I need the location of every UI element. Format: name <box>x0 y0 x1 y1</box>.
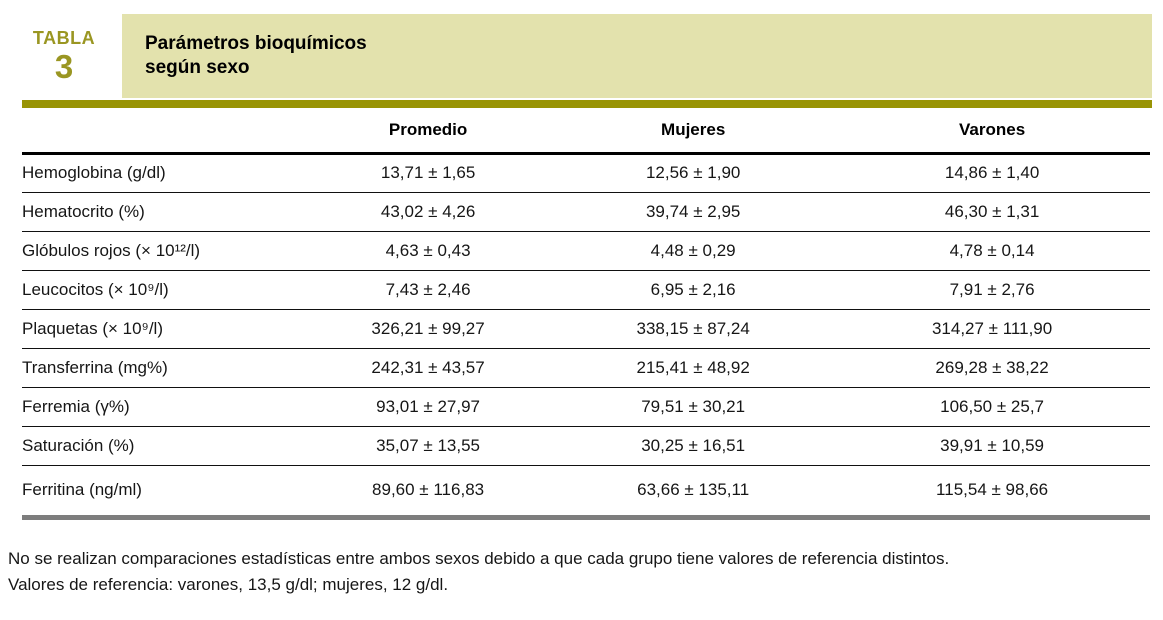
table-title-line1: Parámetros bioquímicos <box>145 33 367 54</box>
column-header-promedio: Promedio <box>304 108 552 153</box>
row-label: Ferremia (γ%) <box>22 387 304 426</box>
cell-promedio: 242,31 ± 43,57 <box>304 348 552 387</box>
cell-varones: 46,30 ± 1,31 <box>834 192 1150 231</box>
table-title-panel <box>122 14 1152 98</box>
cell-varones: 14,86 ± 1,40 <box>834 153 1150 192</box>
cell-promedio: 35,07 ± 13,55 <box>304 426 552 465</box>
cell-varones: 4,78 ± 0,14 <box>834 231 1150 270</box>
cell-mujeres: 79,51 ± 30,21 <box>552 387 834 426</box>
footnote-line1: No se realizan comparaciones estadísticas entre ambos sexos debido a que cada grupo tiene valores de referencia distintos. <box>8 549 950 568</box>
cell-varones: 7,91 ± 2,76 <box>834 270 1150 309</box>
cell-promedio: 89,60 ± 116,83 <box>304 465 552 517</box>
table-row <box>22 465 1150 517</box>
cell-varones: 314,27 ± 111,90 <box>834 309 1150 348</box>
row-label: Hemoglobina (g/dl) <box>22 153 304 192</box>
cell-varones: 106,50 ± 25,7 <box>834 387 1150 426</box>
table-label-badge <box>28 28 100 84</box>
row-label: Saturación (%) <box>22 426 304 465</box>
table-row <box>22 387 1150 426</box>
table-row <box>22 426 1150 465</box>
row-label: Ferritina (ng/ml) <box>22 465 304 517</box>
cell-mujeres: 338,15 ± 87,24 <box>552 309 834 348</box>
cell-varones: 115,54 ± 98,66 <box>834 465 1150 517</box>
cell-mujeres: 215,41 ± 48,92 <box>552 348 834 387</box>
table-row <box>22 270 1150 309</box>
table-row <box>22 231 1150 270</box>
corner-cell <box>22 108 304 153</box>
cell-promedio: 7,43 ± 2,46 <box>304 270 552 309</box>
cell-promedio: 13,71 ± 1,65 <box>304 153 552 192</box>
footnote-line2: Valores de referencia: varones, 13,5 g/dl; mujeres, 12 g/dl. <box>8 575 449 594</box>
row-label: Plaquetas (× 10⁹/l) <box>22 309 304 348</box>
table-row <box>22 348 1150 387</box>
row-label: Transferrina (mg%) <box>22 348 304 387</box>
column-header-row <box>22 108 1150 153</box>
row-label: Hematocrito (%) <box>22 192 304 231</box>
cell-promedio: 43,02 ± 4,26 <box>304 192 552 231</box>
table-row <box>22 192 1150 231</box>
cell-mujeres: 4,48 ± 0,29 <box>552 231 834 270</box>
column-header-varones: Varones <box>834 108 1150 153</box>
table-row <box>22 309 1150 348</box>
cell-promedio: 4,63 ± 0,43 <box>304 231 552 270</box>
column-header-mujeres: Mujeres <box>552 108 834 153</box>
cell-promedio: 93,01 ± 27,97 <box>304 387 552 426</box>
cell-mujeres: 63,66 ± 135,11 <box>552 465 834 517</box>
cell-mujeres: 12,56 ± 1,90 <box>552 153 834 192</box>
table-label-number: 3 <box>54 48 74 85</box>
cell-mujeres: 6,95 ± 2,16 <box>552 270 834 309</box>
row-label: Glóbulos rojos (× 10¹²/l) <box>22 231 304 270</box>
cell-varones: 269,28 ± 38,22 <box>834 348 1150 387</box>
header-rule-divider <box>22 100 1152 108</box>
data-table <box>22 108 1150 520</box>
table-label-word: TABLA <box>32 28 96 48</box>
cell-promedio: 326,21 ± 99,27 <box>304 309 552 348</box>
cell-mujeres: 39,74 ± 2,95 <box>552 192 834 231</box>
table-title-line2: según sexo <box>145 57 250 78</box>
cell-varones: 39,91 ± 10,59 <box>834 426 1150 465</box>
row-label: Leucocitos (× 10⁹/l) <box>22 270 304 309</box>
table-row <box>22 153 1150 192</box>
footnotes <box>8 546 1158 598</box>
cell-mujeres: 30,25 ± 16,51 <box>552 426 834 465</box>
